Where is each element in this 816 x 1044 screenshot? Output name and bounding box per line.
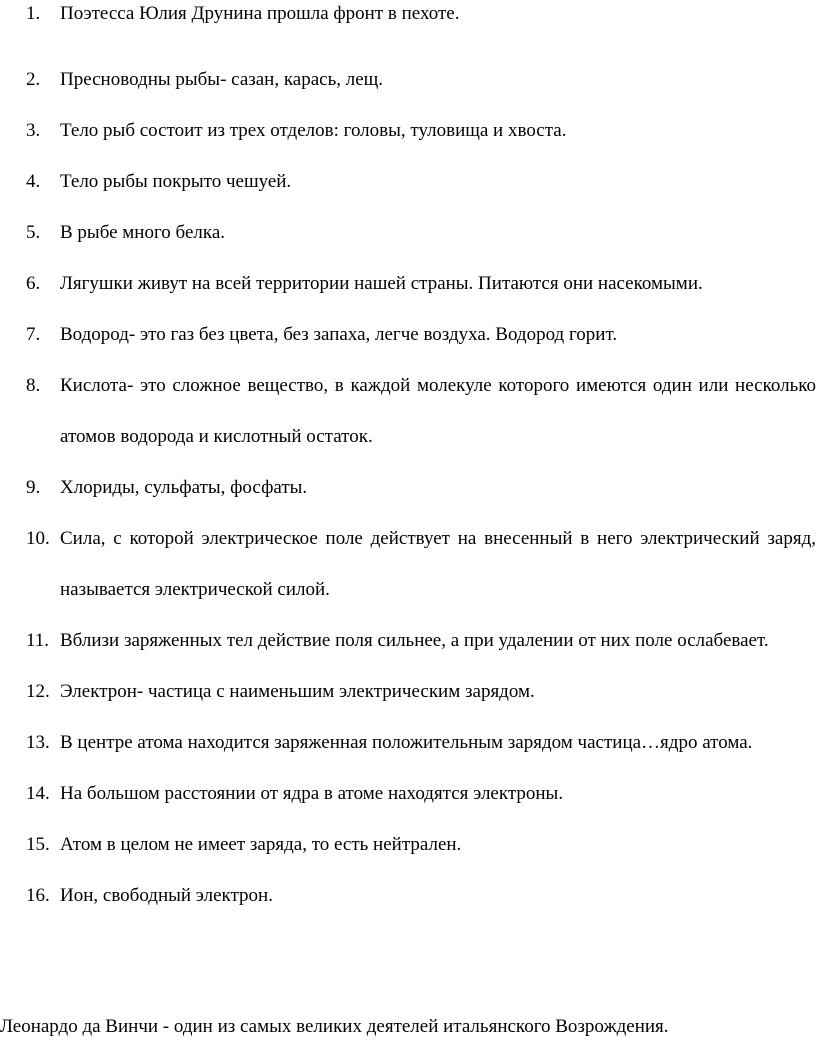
list-item-text: В рыбе много белка.: [60, 222, 226, 243]
list-item-number: 6.: [26, 273, 41, 294]
list-item-number: 10.: [26, 528, 50, 549]
list-item: [26, 615, 816, 666]
list-item: [26, 309, 816, 360]
list-item-text: Поэтесса Юлия Друнина прошла фронт в пехоте.: [60, 3, 460, 24]
list-item: [26, 666, 816, 717]
list-item-text: Вблизи заряженных тел действие поля сильнее, а при удалении от них поле ослабевает.: [60, 630, 769, 651]
list-item-number: 2.: [26, 69, 41, 90]
list-item: [26, 156, 816, 207]
list-item: [26, 768, 816, 819]
list-item-number: 11.: [26, 630, 50, 651]
list-item-text: На большом расстоянии от ядра в атоме находятся электроны.: [60, 783, 564, 804]
list-item: [26, 462, 816, 513]
list-item-number: 1.: [26, 3, 41, 24]
list-item-number: 12.: [26, 681, 50, 702]
list-item-number: 16.: [26, 885, 50, 906]
list-item-number: 8.: [26, 375, 41, 396]
list-item-text: В центре атома находится заряженная положительным зарядом частица…ядро атома.: [60, 732, 753, 753]
list-item-text: Кислота- это сложное вещество, в каждой молекуле которого имеются один или несколько атомов водорода и кислотный остаток.: [60, 375, 816, 447]
list-item-number: 3.: [26, 120, 41, 141]
list-item-number: 4.: [26, 171, 41, 192]
numbered-answer-list: [26, 0, 816, 921]
list-item: [26, 105, 816, 156]
list-item-text: Ион, свободный электрон.: [60, 885, 273, 906]
list-item-number: 5.: [26, 222, 41, 243]
list-item-text: Тело рыбы покрыто чешуей.: [60, 171, 292, 192]
list-item-number: 15.: [26, 834, 50, 855]
list-item: [26, 0, 816, 28]
list-item: [26, 717, 816, 768]
list-item-text: Сила, с которой электрическое поле действует на внесенный в него электрический заряд, называется электрической силой.: [60, 528, 816, 600]
list-item-text: Пресноводны рыбы- сазан, карась, лещ.: [60, 69, 384, 90]
list-item-text: Атом в целом не имеет заряда, то есть нейтрален.: [60, 834, 462, 855]
list-item: [26, 54, 816, 105]
list-item-text: Водород- это газ без цвета, без запаха, легче воздуха. Водород горит.: [60, 324, 618, 345]
list-item-text: Электрон- частица с наименьшим электрическим зарядом.: [60, 681, 535, 702]
list-item-number: 9.: [26, 477, 41, 498]
list-item: [26, 513, 816, 615]
list-item: [26, 870, 816, 921]
list-item-number: 7.: [26, 324, 41, 345]
list-item-number: 14.: [26, 783, 50, 804]
list-item: [26, 258, 816, 309]
footer-sentence: Леонардо да Винчи - один из самых великих деятелей итальянского Возрождения.: [0, 1016, 669, 1037]
list-item: [26, 819, 816, 870]
list-item-text: Хлориды, сульфаты, фосфаты.: [60, 477, 308, 498]
list-item: [26, 207, 816, 258]
list-item-text: Лягушки живут на всей территории нашей страны. Питаются они насекомыми.: [60, 273, 703, 294]
list-item: [26, 360, 816, 462]
list-item-number: 13.: [26, 732, 50, 753]
list-item-text: Тело рыб состоит из трех отделов: головы, туловища и хвоста.: [60, 120, 567, 141]
